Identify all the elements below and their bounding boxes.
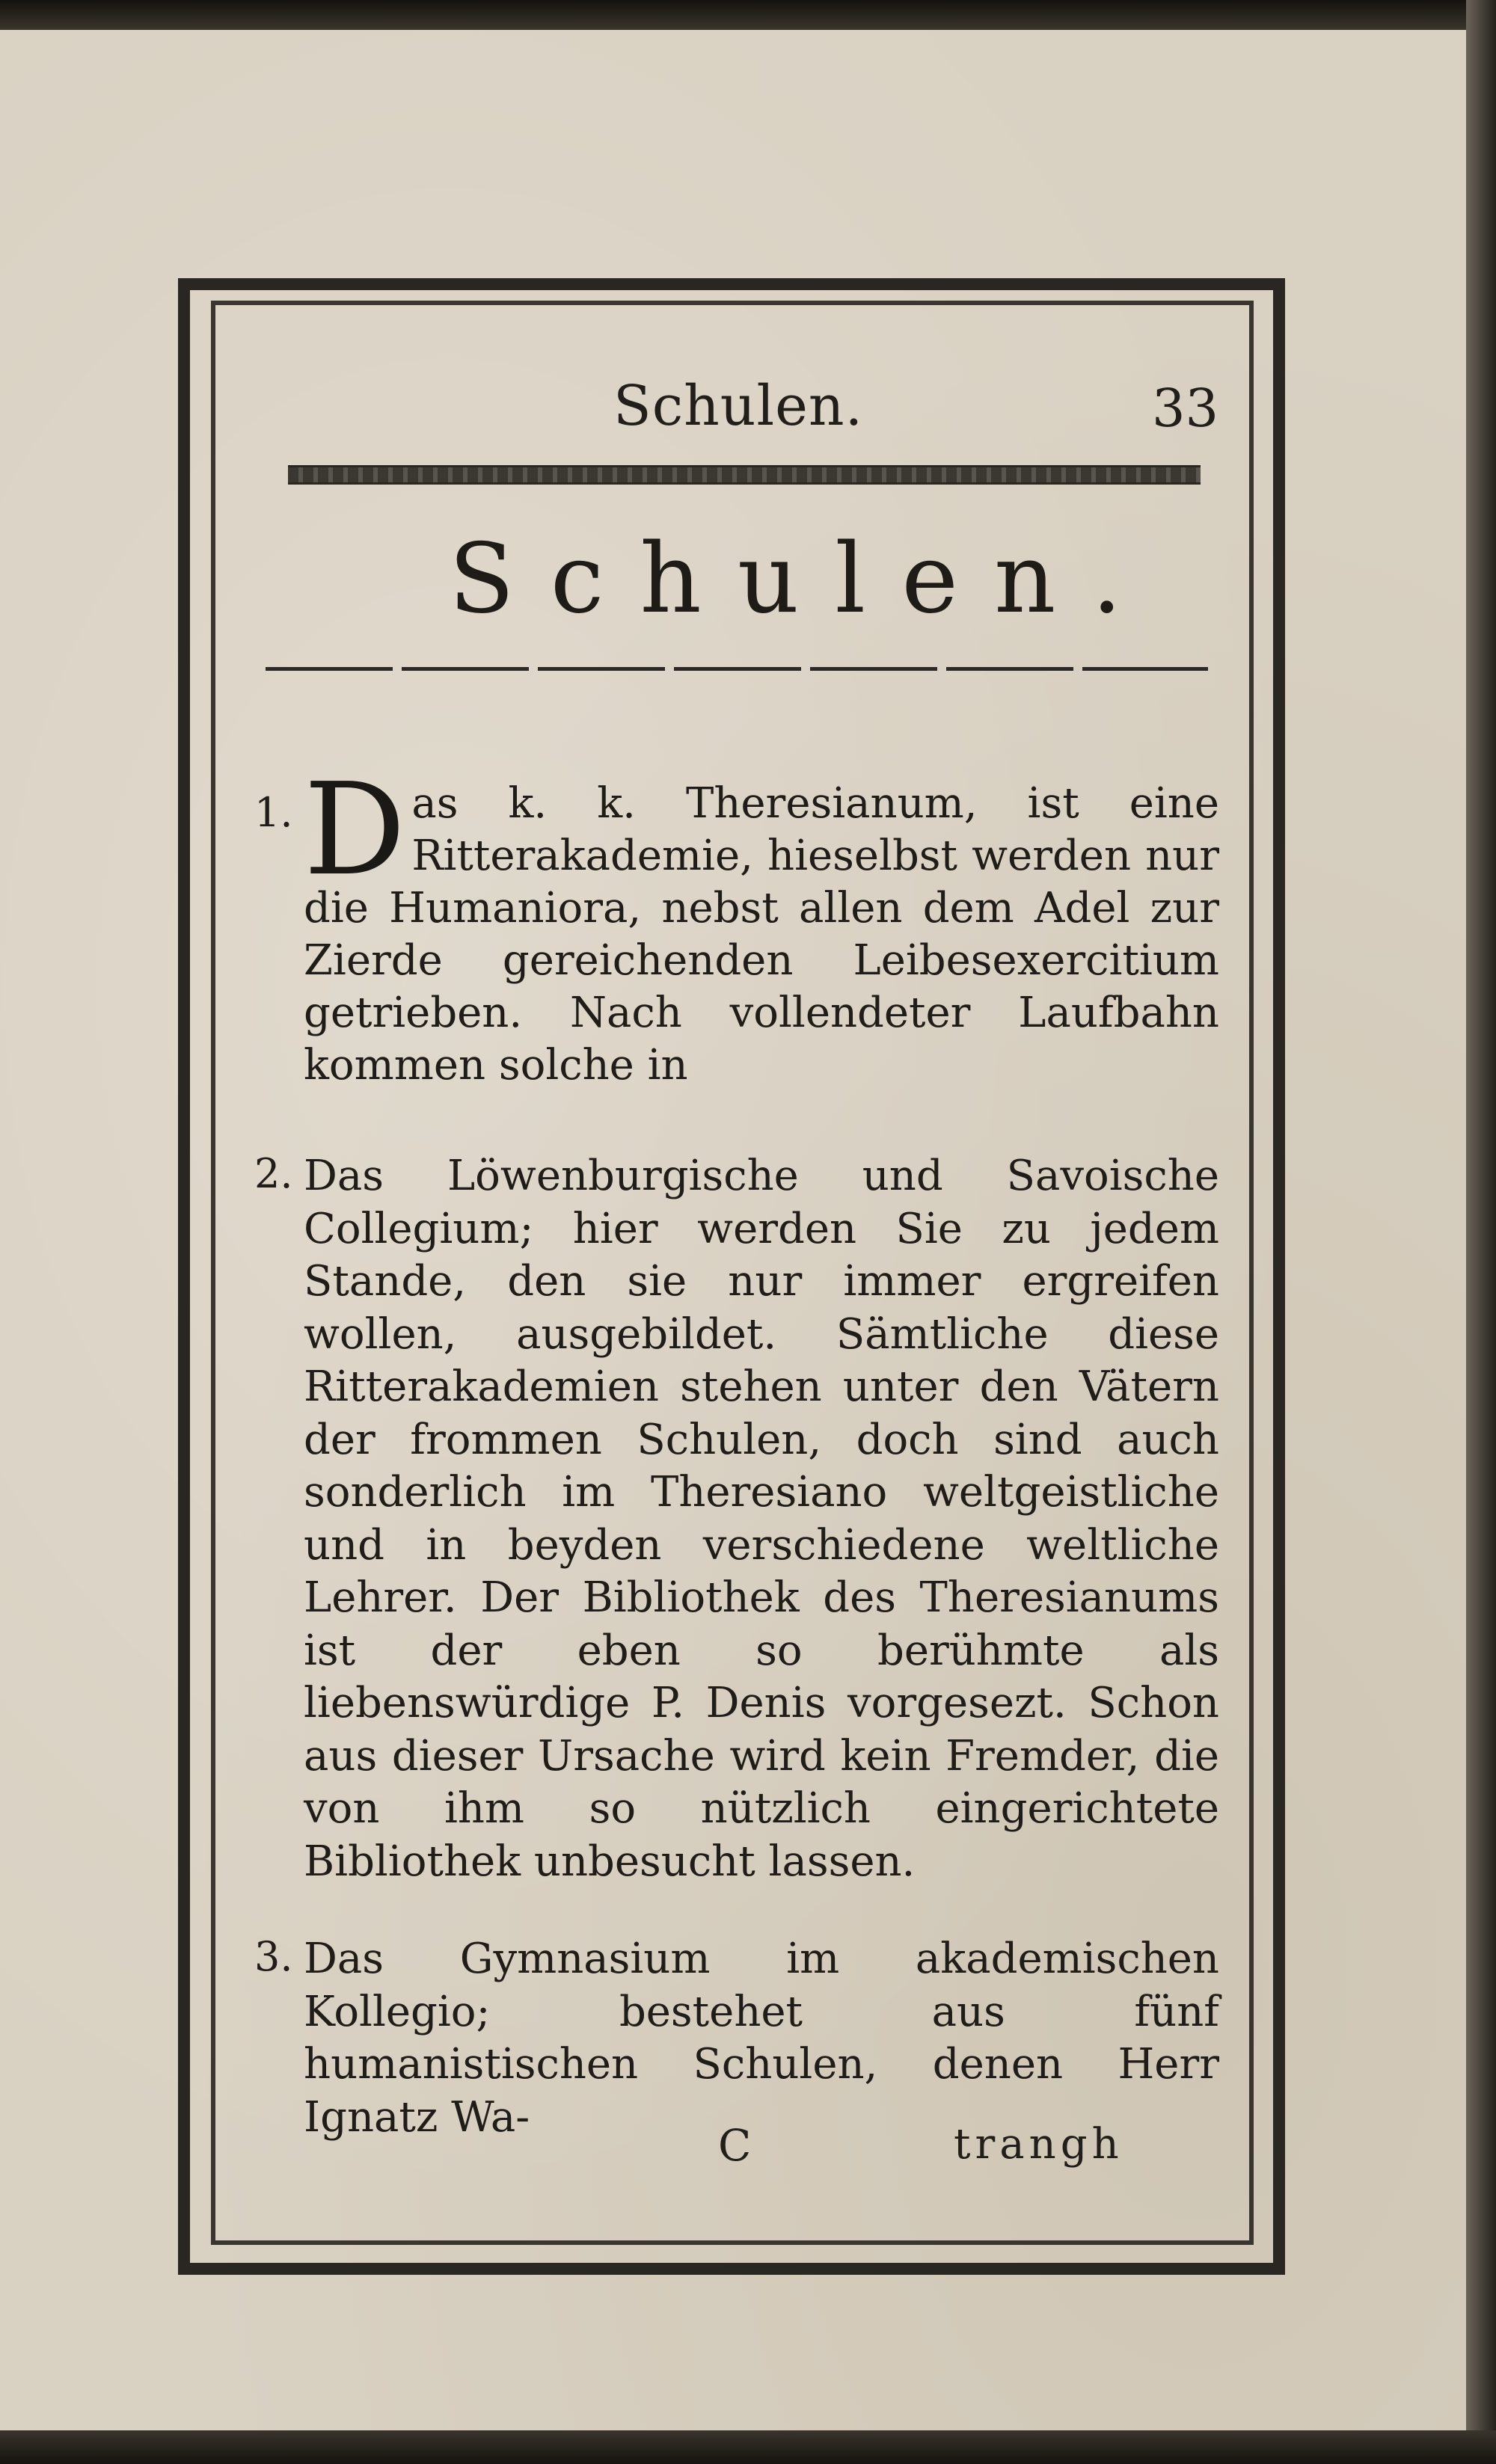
page-right-edge — [1466, 0, 1496, 2464]
entry-text: Das Löwenburgische und Savoische Collegium; hier werden Sie zu jedem Stande, den sie nur immer ergreifen wollen, ausgebildet. Sämtliche diese Ritterakademien stehen unter den Vätern der frommen Schulen, doch sind auch sonderlich im Theresiano weltgeistliche und in beyden verschiedene weltliche Lehrer. Der Bibliothek des Theresianums ist der eben so berühmte als liebenswürdige P. Denis vorgesezt. Schon aus dieser Ursache wird kein Fremder, die von ihm so nützlich eingerichtete Bibliothek unbesucht lassen. — [304, 1152, 1219, 1886]
entry-text: Das Gymnasium im akademischen Kollegio; bestehet aus fünf humanistischen Schulen, denen Herr Ignatz Wa- — [304, 1935, 1219, 2142]
entry-number: 2. — [254, 1150, 293, 1197]
drop-cap: D — [304, 756, 406, 904]
section-title: Schulen. — [449, 523, 1159, 635]
list-item — [254, 1150, 1219, 1886]
page-top-edge — [0, 0, 1496, 30]
entry-text — [304, 748, 1219, 1092]
list-item — [254, 1933, 1219, 2142]
title-divider-rule — [266, 667, 1208, 671]
entry-number: 1. — [254, 789, 293, 836]
running-head: Schulen. — [613, 374, 864, 438]
entry-number: 3. — [254, 1933, 293, 1980]
header-ornamental-rule — [288, 465, 1201, 485]
catchword: trangh — [954, 2120, 1123, 2169]
page-number: 33 — [1152, 378, 1219, 439]
list-item — [254, 748, 1219, 1107]
signature-mark: C — [718, 2120, 752, 2171]
page-bottom-edge — [0, 2430, 1496, 2464]
entry-body: as k. k. Theresianum, ist eine Ritterakademie, hieselbst werden nur die Humaniora, nebst allen dem Adel zur Zierde gereichenden Leibesexercitium getrieben. Nach vollendeter Laufbahn kommen solche in — [304, 779, 1219, 1090]
